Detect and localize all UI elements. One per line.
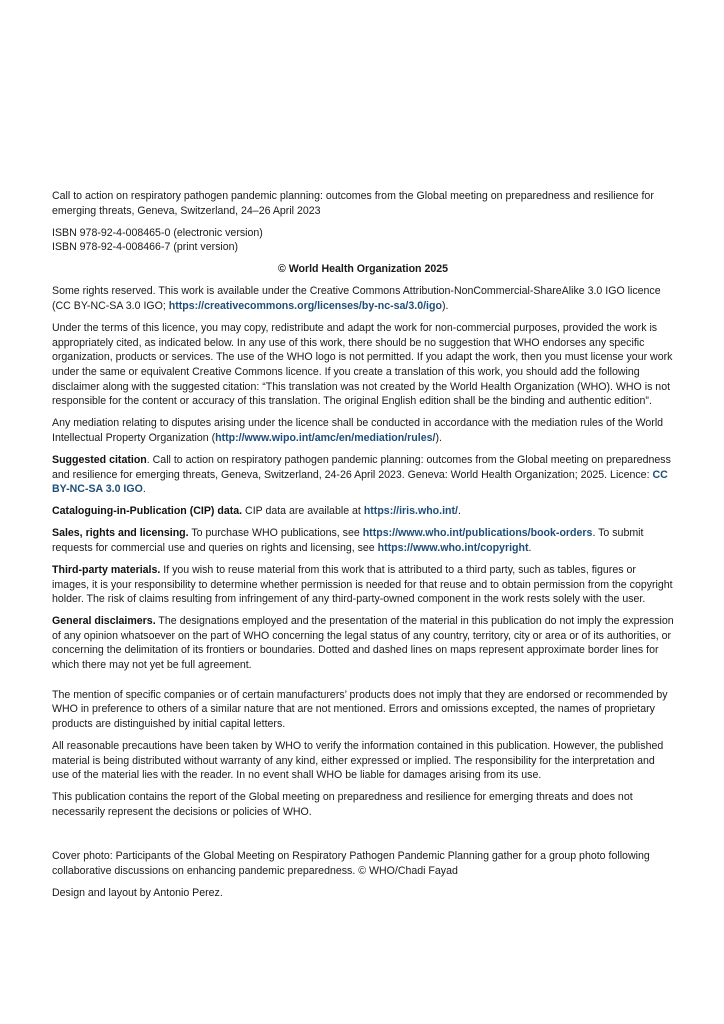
citation-paragraph [52, 453, 674, 497]
licence-terms-paragraph: Under the terms of this licence, you may copy, redistribute and adapt the work for non-commercial purposes, provided the work is appropriately cited, as indicated below. In any use of this work, there should be no suggestion that WHO endorses any specific organization, products or services. The use of the WHO logo is not permitted. If you adapt the work, then you must license your work under the same or equivalent Creative Commons licence. If you create a translation of this work, you should add the following disclaimer along with the suggested citation: “This translation was not created by the World Health Organization (WHO). WHO is not responsible for the content or accuracy of this translation. The original English edition shall be the binding and authentic edition”. [52, 322, 673, 408]
mediation-end: ). [435, 431, 442, 444]
companies-paragraph: The mention of specific companies or of certain manufacturers’ products does not imply that they are endorsed or recommended by WHO in preference to others of a similar nature that are not mentioned. Errors and omissions excepted, the names of proprietary products are distinguished by initial capital letters. [52, 688, 668, 730]
general-disclaimers-paragraph [52, 614, 674, 672]
sales-paragraph [52, 526, 674, 555]
third-party-heading: Third-party materials. [52, 563, 161, 576]
cip-paragraph [52, 504, 674, 519]
licence-link[interactable]: CC BY-NC-SA 3.0 IGO [52, 468, 668, 496]
isbn-electronic: ISBN 978-92-4-008465-0 (electronic version) [52, 226, 263, 239]
general-disclaimers-text: The designations employed and the presentation of the material in this publication do not imply the expression of any opinion whatsoever on the part of WHO concerning the legal status of any country, territory, city or area or of its authorities, or concerning the delimitation of its frontiers or boundaries. Dotted and dashed lines on maps represent approximate border lines for which there may not yet be full agreement. [52, 615, 674, 672]
title-line: Call to action on respiratory pathogen pandemic planning: outcomes from the Global meeting on preparedness and resilience for emerging threats, Geneva, Switzerland, 24–26 April 2023 [52, 190, 654, 217]
isbn-print: ISBN 978-92-4-008466-7 (print version) [52, 241, 239, 254]
wipo-link[interactable]: http://www.wipo.int/amc/en/mediation/rules/ [215, 431, 436, 444]
design-credit: Design and layout by Antonio Perez. [52, 887, 223, 900]
citation-heading: Suggested citation [52, 453, 147, 466]
copyright-link[interactable]: https://www.who.int/copyright [377, 541, 529, 554]
mediation-paragraph [52, 416, 674, 445]
rights-text: Some rights reserved. This work is available under the Creative Commons Attribution-NonCommercial-ShareAlike 3.0 IGO licence (CC BY-NC-SA 3.0 IGO; [52, 285, 661, 313]
copyright-notice: © World Health Organization 2025 [277, 263, 449, 276]
sales-mid: . To submit requests for commercial use and queries on rights and licensing, see [52, 527, 644, 554]
cip-end: . [457, 505, 461, 518]
sales-end: . [528, 541, 532, 554]
citation-text: . Call to action on respiratory pathogen pandemic planning: outcomes from the Global meeting on preparedness and resilience for emerging threats, Geneva, Switzerland, 24-26 April 2023. Geneva: World Health Organization; 2025. Licence: [52, 453, 671, 481]
isbn-block [52, 226, 674, 255]
third-party-text: If you wish to reuse material from this work that is attributed to a third party, such as tables, figures or images, it is your responsibility to determine whether permission is needed for that reuse and to obtain permission from the copyright holder. The risk of claims resulting from infringement of any third-party-owned component in the work rests solely with the user. [52, 563, 673, 606]
general-disclaimers-heading: General disclaimers. [52, 615, 156, 628]
report-note-paragraph: This publication contains the report of the Global meeting on preparedness and resilience for emerging threats and does not necessarily represent the decisions or policies of WHO. [52, 791, 633, 818]
sales-heading: Sales, rights and licensing. [52, 527, 189, 540]
cover-photo-credit: Cover photo: Participants of the Global Meeting on Respiratory Pathogen Pandemic Planning gather for a group photo following collaborative discussions on enhancing pandemic preparedness. © WHO/Chadi Fayad [52, 850, 650, 877]
iris-link[interactable]: https://iris.who.int/ [363, 505, 458, 518]
cip-text: CIP data are available at [242, 505, 364, 518]
sales-text: To purchase WHO publications, see [188, 527, 363, 540]
third-party-paragraph [52, 563, 674, 607]
rights-end: ). [441, 300, 449, 313]
cip-heading: Cataloguing-in-Publication (CIP) data. [52, 505, 243, 518]
imprint-content [52, 189, 674, 908]
precautions-paragraph: All reasonable precautions have been taken by WHO to verify the information contained in this publication. However, the published material is being distributed without warranty of any kind, either expressed or implied. The responsibility for the interpretation and use of the material lies with the reader. In no event shall WHO be liable for damages arising from its use. [52, 739, 664, 782]
mediation-text: Any mediation relating to disputes arising under the licence shall be conducted in accordance with the mediation rules of the World Intellectual Property Organization ( [52, 417, 664, 444]
book-orders-link[interactable]: https://www.who.int/publications/book-orders [362, 527, 593, 540]
creative-commons-link[interactable]: https://creativecommons.org/licenses/by-nc-sa/3.0/igo [168, 300, 442, 313]
rights-paragraph [52, 284, 674, 313]
citation-end: . [142, 483, 146, 496]
